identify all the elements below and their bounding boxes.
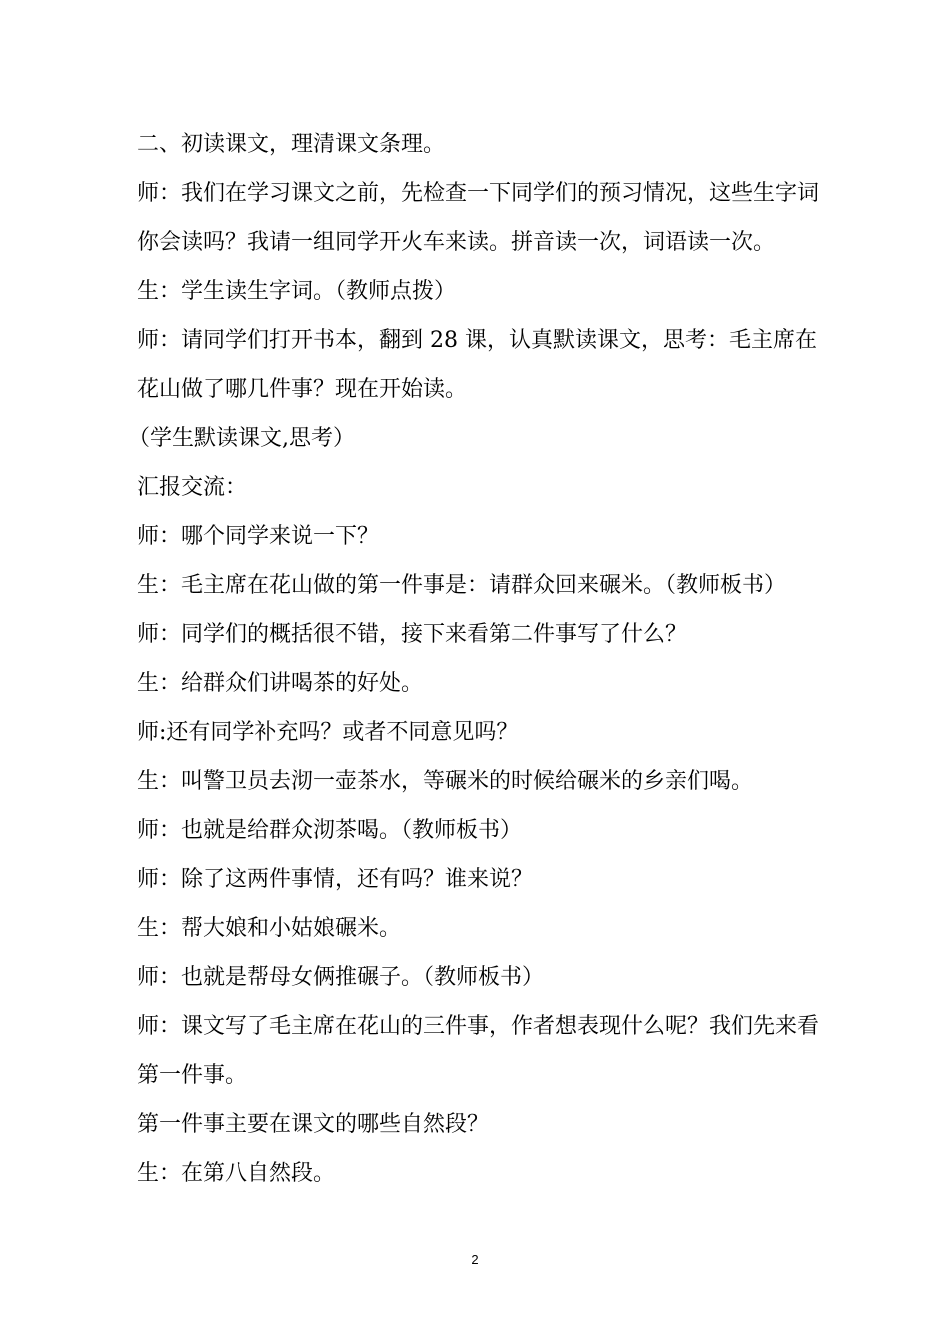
paragraph-student: 生：给群众们讲喝茶的好处。 bbox=[137, 671, 424, 696]
page-number: 2 bbox=[471, 1252, 479, 1267]
paragraph-student: 生：叫警卫员去沏一壶茶水，等碾米的时候给碾米的乡亲们喝。 bbox=[137, 769, 754, 794]
section-heading: 二、初读课文，理清课文条理。 bbox=[137, 132, 446, 157]
paragraph-teacher: 师：也就是给群众沏茶喝。（教师板书） bbox=[137, 818, 523, 843]
paragraph-teacher: 师：除了这两件事情，还有吗？谁来说？ bbox=[137, 867, 534, 892]
paragraph-note: （学生默读课文,思考） bbox=[128, 426, 355, 451]
paragraph-student: 生：帮大娘和小姑娘碾米。 bbox=[137, 916, 402, 941]
paragraph-question: 第一件事主要在课文的哪些自然段？ bbox=[137, 1112, 490, 1137]
paragraph-teacher: 师：我们在学习课文之前，先检查一下同学们的预习情况，这些生字词你会读吗？我请一组同学开火车来读。拼音读一次，词语读一次。 bbox=[137, 181, 820, 255]
paragraph-student: 生：毛主席在花山做的第一件事是：请群众回来碾米。（教师板书） bbox=[137, 573, 787, 598]
paragraph-student: 生：学生读生字词。（教师点拨） bbox=[137, 279, 457, 304]
paragraph-label: 汇报交流： bbox=[137, 475, 248, 500]
paragraph-teacher: 师：同学们的概括很不错，接下来看第二件事写了什么？ bbox=[137, 622, 688, 647]
paragraph-teacher: 师：请同学们打开书本，翻到 28 课，认真默读课文，思考：毛主席在花山做了哪几件事？现在开始读。 bbox=[137, 328, 817, 402]
paragraph-teacher: 师:还有同学补充吗？或者不同意见吗？ bbox=[137, 720, 519, 745]
paragraph-teacher: 师：哪个同学来说一下？ bbox=[137, 524, 380, 549]
document-body bbox=[128, 120, 837, 1198]
paragraph-student: 生：在第八自然段。 bbox=[137, 1161, 336, 1186]
paragraph-teacher: 师：课文写了毛主席在花山的三件事，作者想表现什么呢？我们先来看第一件事。 bbox=[137, 1014, 820, 1088]
paragraph-teacher: 师：也就是帮母女俩推碾子。（教师板书） bbox=[137, 965, 545, 990]
